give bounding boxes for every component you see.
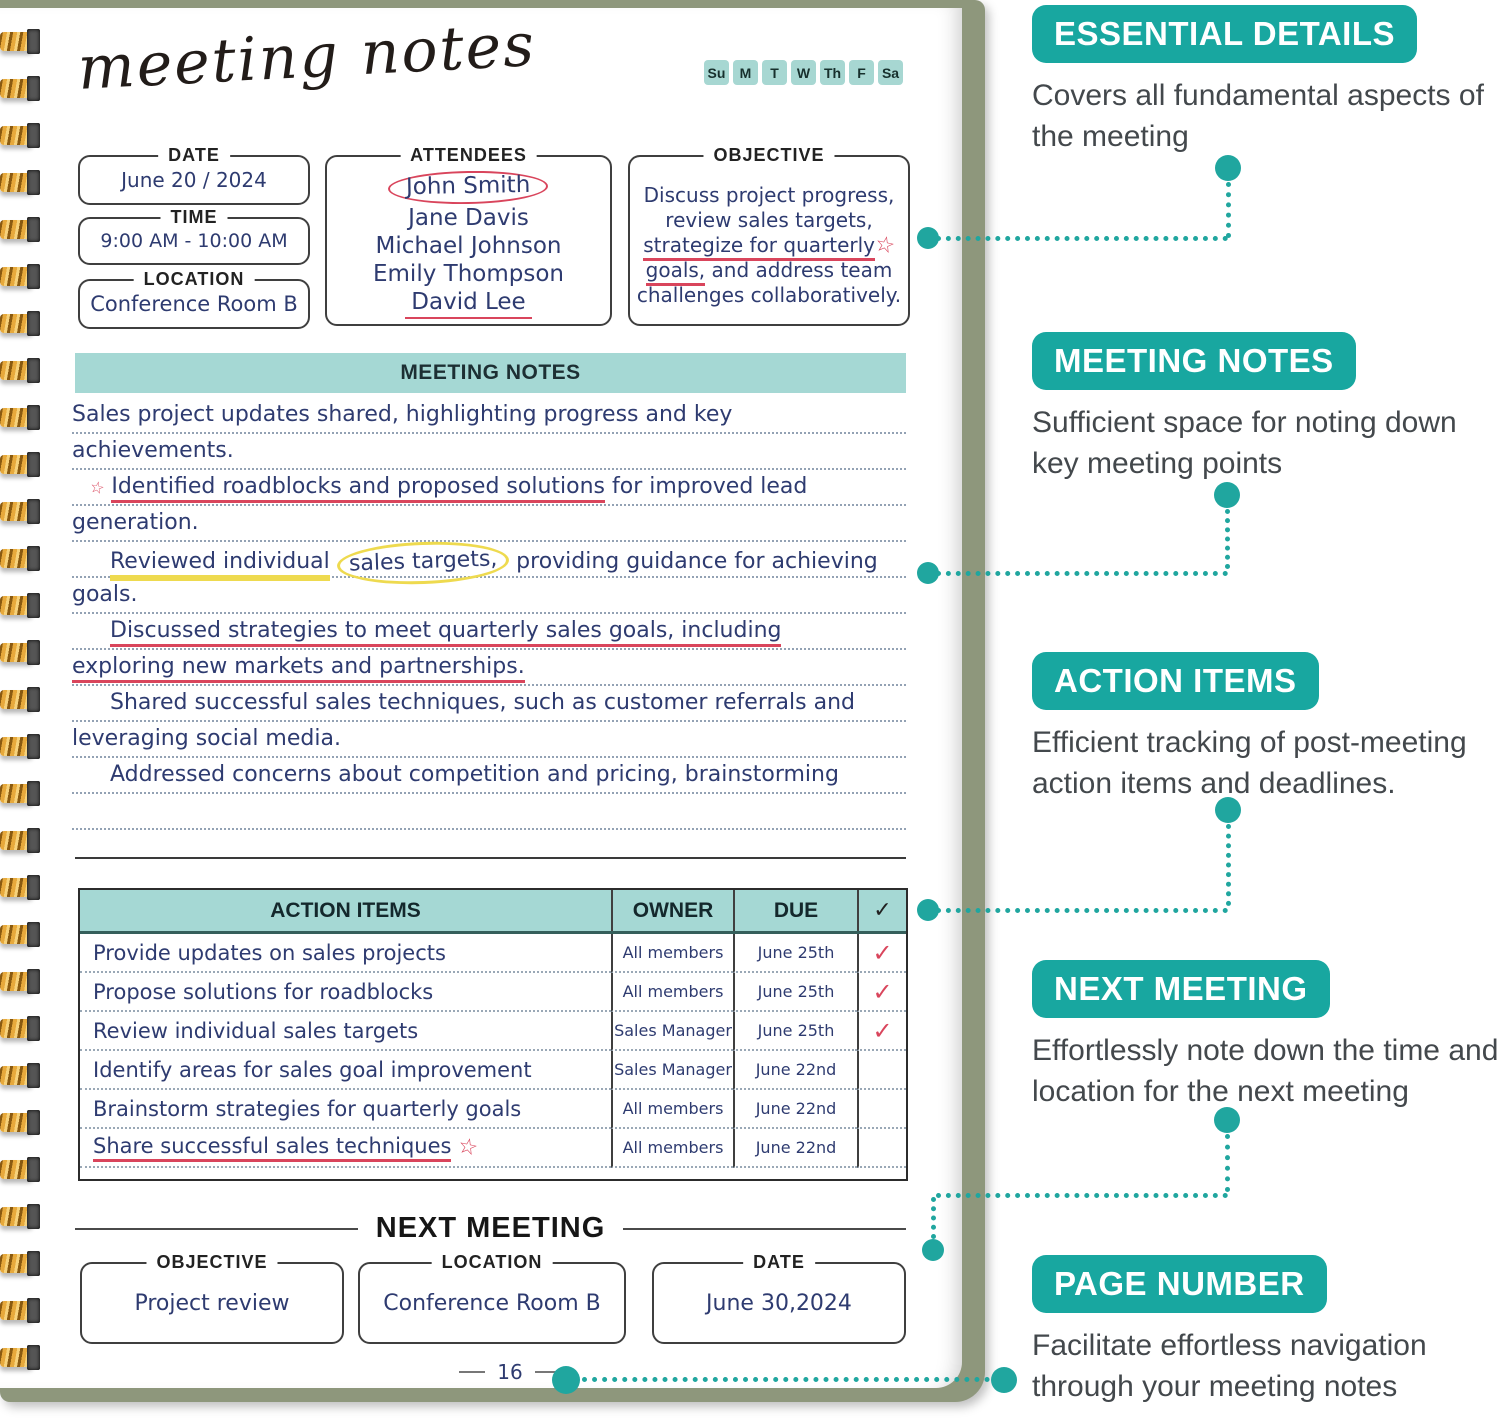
time-field [78,207,310,265]
callout-description: Sufficient space for noting down key meeting points [1032,406,1457,481]
connector-dot [552,1366,580,1394]
date-field [78,145,310,205]
page-title: meeting notes [76,10,538,104]
spiral-binding [0,0,46,1421]
objective-box [628,145,910,326]
red-circle-annotation: John Smith [388,170,549,206]
note-line: Addressed concerns about competition and pricing, brainstorming [72,758,906,794]
table-row: Brainstorm strategies for quarterly goals All members June 22nd [80,1090,906,1129]
check-mark [857,1090,906,1129]
callout-description: Effortlessly note down the time and location for the next meeting [1032,1034,1499,1109]
note-line: goals. [72,578,906,614]
callout-badge: ESSENTIAL DETAILS [1032,5,1417,63]
callout-meeting-notes [1032,332,1500,485]
callout-badge: NEXT MEETING [1032,960,1330,1018]
connector-line [1225,509,1230,569]
attendees-label: ATTENDEES [400,145,537,166]
table-row: Identify areas for sales goal improvement Sales Manager June 22nd [80,1051,906,1090]
yellow-circle-annotation: sales targets, [336,539,510,587]
connector-line [936,236,1228,241]
callout-badge: PAGE NUMBER [1032,1255,1327,1313]
connector-line [1225,1134,1230,1192]
connector-dot [917,227,939,249]
connector-dot [1214,482,1240,508]
connector-dot [917,562,939,584]
check-mark [857,1051,906,1090]
weekday-row [704,60,903,85]
note-line: Sales project updates shared, highlighting progress and key [72,398,906,434]
connector-line [582,1377,1000,1382]
note-line: ☆ Identified roadblocks and proposed solutions for improved lead [72,470,906,506]
check-mark: ✓ [857,973,906,1012]
next-objective-field: OBJECTIVE Project review [80,1262,344,1344]
next-location-field: LOCATION Conference Room B [358,1262,626,1344]
section-divider [75,857,906,859]
weekday-chip-sa: Sa [878,60,903,85]
note-line-empty [72,794,906,830]
attendees-box [325,145,612,326]
note-line: Discussed strategies to meet quarterly sales goals, including [72,614,906,650]
red-underline-annotation: David Lee [405,289,531,319]
attendee [388,171,548,204]
col-header-due: DUE [733,890,857,931]
weekday-chip-th: Th [820,60,845,85]
meeting-notes-header: MEETING NOTES [75,353,906,393]
time-value: 9:00 AM - 10:00 AM [100,230,288,252]
note-line: generation. [72,506,906,542]
objective-label: OBJECTIVE [703,145,834,166]
callout-page-number [1032,1255,1500,1408]
note-line: achievements. [72,434,906,470]
note-line: Shared successful sales techniques, such as customer referrals and [72,686,906,722]
location-field [78,269,310,329]
check-mark [857,1129,906,1168]
connector-line [936,571,1228,576]
attendees-list [327,157,610,324]
table-row: Share successful sales techniques ☆ All members June 22nd [80,1129,906,1168]
weekday-chip-m: M [733,60,758,85]
check-mark: ✓ [857,1012,906,1051]
location-value: Conference Room B [90,292,298,316]
connector-line [936,1193,1228,1198]
connector-dot [917,899,939,921]
connector-dot [1215,155,1241,181]
connector-line [1226,824,1231,906]
callout-essential-details [1032,5,1500,158]
star-doodle-icon: ☆ [455,1133,481,1162]
action-items-table [78,888,908,1181]
connector-line [931,1197,936,1239]
connector-dot [991,1367,1017,1393]
callout-description: Efficient tracking of post-meeting action items and deadlines. [1032,726,1467,801]
callout-badge: ACTION ITEMS [1032,652,1319,710]
weekday-chip-t: T [762,60,787,85]
connector-line [936,908,1228,913]
col-header-owner: OWNER [611,890,733,931]
next-date-field: DATE June 30,2024 [652,1262,906,1344]
weekday-chip-f: F [849,60,874,85]
col-header-action-items: ACTION ITEMS [270,898,421,922]
weekday-chip-w: W [791,60,816,85]
date-label: DATE [158,145,230,166]
note-line: exploring new markets and partnerships. [72,650,906,686]
note-line: Reviewed individual sales targets, providing guidance for achieving [72,542,906,578]
note-line: leveraging social media. [72,722,906,758]
table-row: Provide updates on sales projects All members June 25th ✓ [80,934,906,973]
date-value: June 20 / 2024 [121,168,267,192]
callout-next-meeting [1032,960,1500,1113]
callout-description: Facilitate effortless navigation through your meeting notes [1032,1329,1427,1404]
attendee: Emily Thompson [373,261,564,287]
attendee: Jane Davis [408,205,529,231]
table-row: Propose solutions for roadblocks All members June 25th ✓ [80,973,906,1012]
star-doodle-icon: ☆ [88,476,107,499]
connector-line [1226,182,1231,238]
table-row: Review individual sales targets Sales Manager June 25th ✓ [80,1012,906,1051]
time-label: TIME [161,207,228,228]
objective-text: Discuss project progress, review sales targets, strategize for quarterly☆ goals, and address team challenges collaboratively. [636,183,902,307]
table-header-row [80,890,906,934]
next-meeting-header: NEXT MEETING [75,1212,906,1245]
attendee: Michael Johnson [375,233,562,259]
callout-badge: MEETING NOTES [1032,332,1356,390]
callout-action-items [1032,652,1500,805]
location-label: LOCATION [134,269,255,290]
weekday-chip-su: Su [704,60,729,85]
connector-dot [922,1239,944,1261]
attendee [405,289,531,316]
page-number: 16 [430,1360,590,1384]
star-doodle-icon: ☆ [872,231,898,260]
col-header-check-icon: ✓ [857,890,906,931]
check-mark: ✓ [857,934,906,973]
callout-description: Covers all fundamental aspects of the meeting [1032,79,1484,154]
